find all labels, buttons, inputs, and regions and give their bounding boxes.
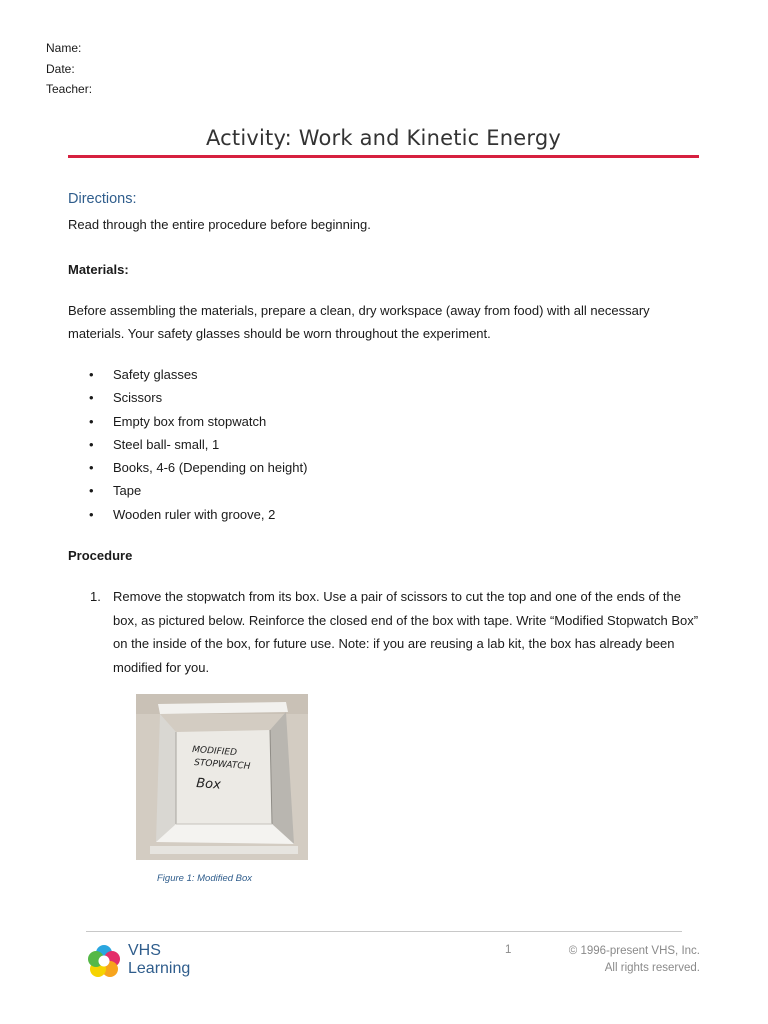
date-label: Date: bbox=[46, 61, 75, 76]
list-item: • Tape bbox=[68, 479, 307, 502]
procedure-heading: Procedure bbox=[68, 548, 133, 563]
copyright-notice: © 1996-present VHS, Inc. All rights reserved. bbox=[568, 945, 700, 974]
directions-text: Read through the entire procedure before beginning. bbox=[68, 217, 371, 232]
page-number: 1 bbox=[505, 944, 512, 956]
list-item: • Safety glasses bbox=[68, 363, 307, 386]
vhs-logo-text: VHS Learning bbox=[128, 942, 191, 977]
step-number: 1. bbox=[90, 589, 101, 604]
step-text: Remove the stopwatch from its box. Use a pair of scissors to cut the top and one of the ends of the box, as pictured below. Reinforce the closed end of the box with tape. Write “Modified Stopwatch Box” on the inside of the box, for future use. Note: if you are reusing a lab kit, the box has already been modified for you. bbox=[113, 589, 699, 675]
directions-heading: Directions: bbox=[68, 191, 137, 207]
handwriting-line-2: STOPWATCH bbox=[193, 758, 251, 772]
materials-heading: Materials: bbox=[68, 262, 129, 277]
name-label: Name: bbox=[46, 41, 82, 55]
footer-divider bbox=[86, 931, 682, 932]
materials-list bbox=[68, 363, 307, 526]
list-item: • Steel ball- small, 1 bbox=[68, 433, 307, 456]
title-underline bbox=[68, 155, 699, 158]
figure-caption: Figure 1: Modified Box bbox=[157, 873, 253, 884]
student-info-fields bbox=[46, 38, 92, 100]
modified-box-photo bbox=[136, 694, 308, 860]
list-item: • Wooden ruler with groove, 2 bbox=[68, 503, 307, 526]
list-item: • Empty box from stopwatch bbox=[68, 410, 307, 433]
teacher-label: Teacher: bbox=[46, 82, 93, 96]
handwriting-line-3: Box bbox=[195, 776, 222, 793]
procedure-step bbox=[68, 585, 708, 679]
list-item: • Scissors bbox=[68, 386, 307, 409]
handwriting-line-1: MODIFIED bbox=[191, 745, 238, 759]
vhs-logo-icon bbox=[86, 943, 122, 979]
list-item: • Books, 4-6 (Depending on height) bbox=[68, 456, 307, 479]
page-title: Activity: Work and Kinetic Energy bbox=[205, 126, 562, 150]
materials-intro-line1: Before assembling the materials, prepare a clean, dry workspace (away from food) with all necessary bbox=[68, 303, 650, 318]
materials-intro-line2: materials. Your safety glasses should be worn throughout the experiment. bbox=[68, 326, 491, 341]
